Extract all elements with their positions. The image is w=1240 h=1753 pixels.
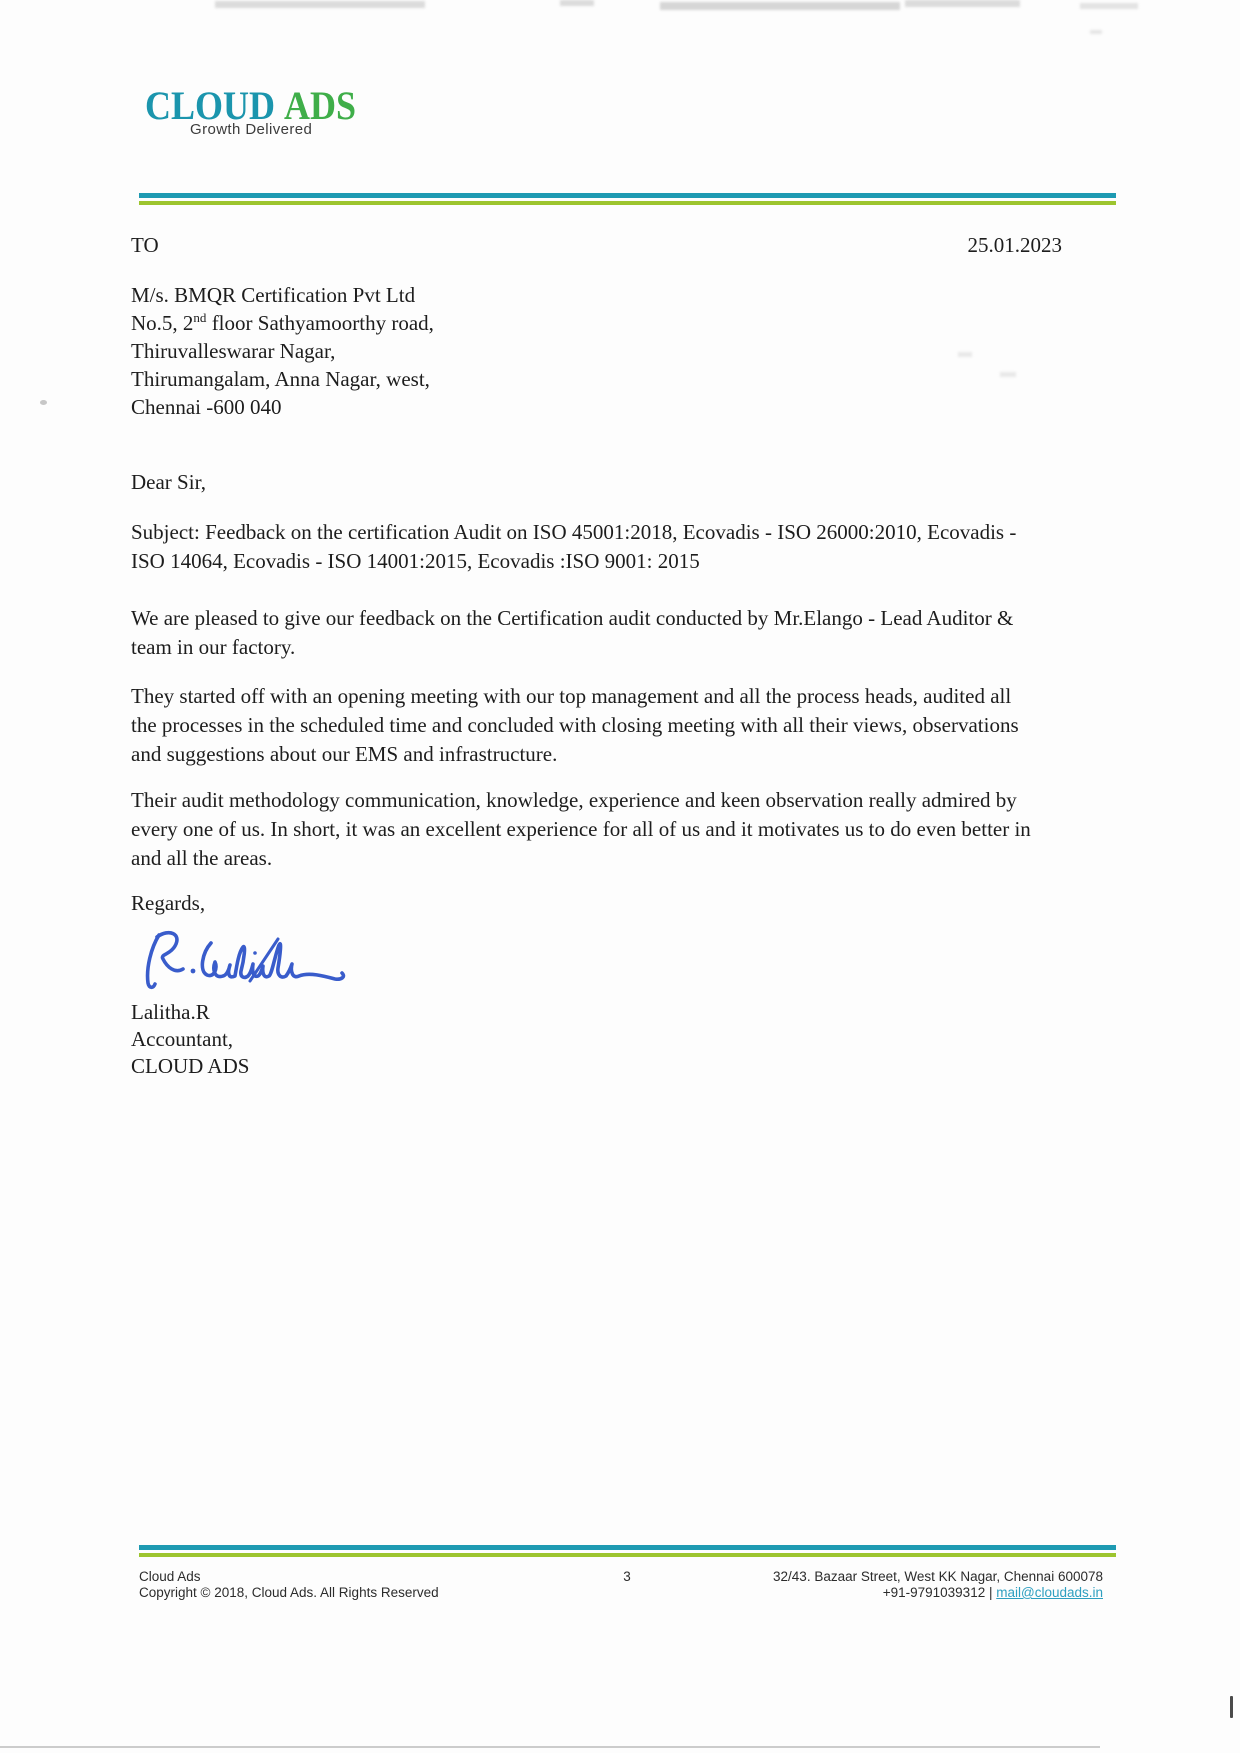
scan-artifact (958, 352, 972, 357)
divider-green-bar (139, 1553, 1116, 1557)
to-label: TO (131, 233, 159, 257)
footer-contact-line (640, 1585, 1103, 1601)
scan-artifact (40, 400, 47, 405)
signer-name: Lalitha.R (131, 1000, 210, 1024)
subject-line (131, 518, 1041, 576)
ordinal-superscript: nd (193, 310, 207, 325)
signer-company: CLOUD ADS (131, 1054, 250, 1078)
footer-email-link[interactable]: mail@cloudads.in (996, 1585, 1103, 1600)
body-paragraph-3: Their audit methodology communication, knowledge, experience and keen observation really admired by every one of us. In short, it was an excellent experience for all of us and it motivates us to do even better in and all the areas. (131, 788, 1031, 870)
subject-text-line1: Subject: Feedback on the certification Audit on ISO 45001:2018, Ecovadis - ISO 26000:2010, Ecovadis - (131, 520, 1017, 544)
footer-separator: | (985, 1585, 997, 1600)
scan-artifact (1090, 30, 1102, 34)
footer-address: 32/43. Bazaar Street, West KK Nagar, Chennai 600078 (773, 1569, 1103, 1584)
scan-artifact (560, 0, 594, 6)
recipient-line (131, 309, 434, 337)
signature-block (131, 999, 249, 1080)
salutation: Dear Sir, (131, 470, 206, 494)
address-text: floor Sathyamoorthy road, (206, 311, 434, 335)
scan-artifact (1080, 3, 1138, 9)
letter-date: 25.01.2023 (967, 233, 1062, 257)
scan-artifact (1000, 372, 1016, 377)
address-text: No.5, 2 (131, 311, 194, 335)
logo-text-cloud: CLOUD (145, 83, 276, 128)
body-paragraph-2: They started off with an opening meeting with our top management and all the process heads, audited all the processes in the scheduled time and concluded with closing meeting with all their views, observations and suggestions about our EMS and infrastructure. (131, 684, 1019, 766)
scan-artifact (215, 1, 425, 8)
recipient-line: Chennai -600 040 (131, 395, 282, 419)
footer-company-block (139, 1569, 439, 1601)
footer-contact-block (640, 1569, 1103, 1601)
recipient-line: Thiruvalleswarar Nagar, (131, 339, 336, 363)
logo-tagline: Growth Delivered (190, 121, 313, 138)
recipient-line: Thirumangalam, Anna Nagar, west, (131, 367, 430, 391)
recipient-line: M/s. BMQR Certification Pvt Ltd (131, 283, 416, 307)
scan-artifact (1230, 1696, 1233, 1718)
divider-green-bar (139, 201, 1116, 205)
footer-page-number: 3 (623, 1569, 631, 1584)
closing-regards: Regards, (131, 891, 206, 915)
recipient-address (131, 281, 434, 421)
header-divider (139, 193, 1116, 206)
scan-artifact (905, 0, 1020, 7)
footer-divider (139, 1545, 1116, 1558)
logo-text-ads: ADS (284, 83, 357, 128)
scan-artifact (660, 2, 900, 10)
footer-phone: +91-9791039312 (882, 1585, 986, 1600)
footer-copyright: Copyright © 2018, Cloud Ads. All Rights Reserved (139, 1585, 439, 1600)
subject-text-line2: ISO 14064, Ecovadis - ISO 14001:2015, Ecovadis :ISO 9001: 2015 (131, 549, 700, 573)
body-paragraph-1: We are pleased to give our feedback on the Certification audit conducted by Mr.Elango - Lead Auditor & team in our factory. (131, 606, 1014, 659)
handwritten-signature (138, 926, 356, 996)
signer-title: Accountant, (131, 1027, 234, 1051)
footer-company: Cloud Ads (139, 1569, 201, 1584)
scan-edge-line (0, 1746, 1100, 1748)
